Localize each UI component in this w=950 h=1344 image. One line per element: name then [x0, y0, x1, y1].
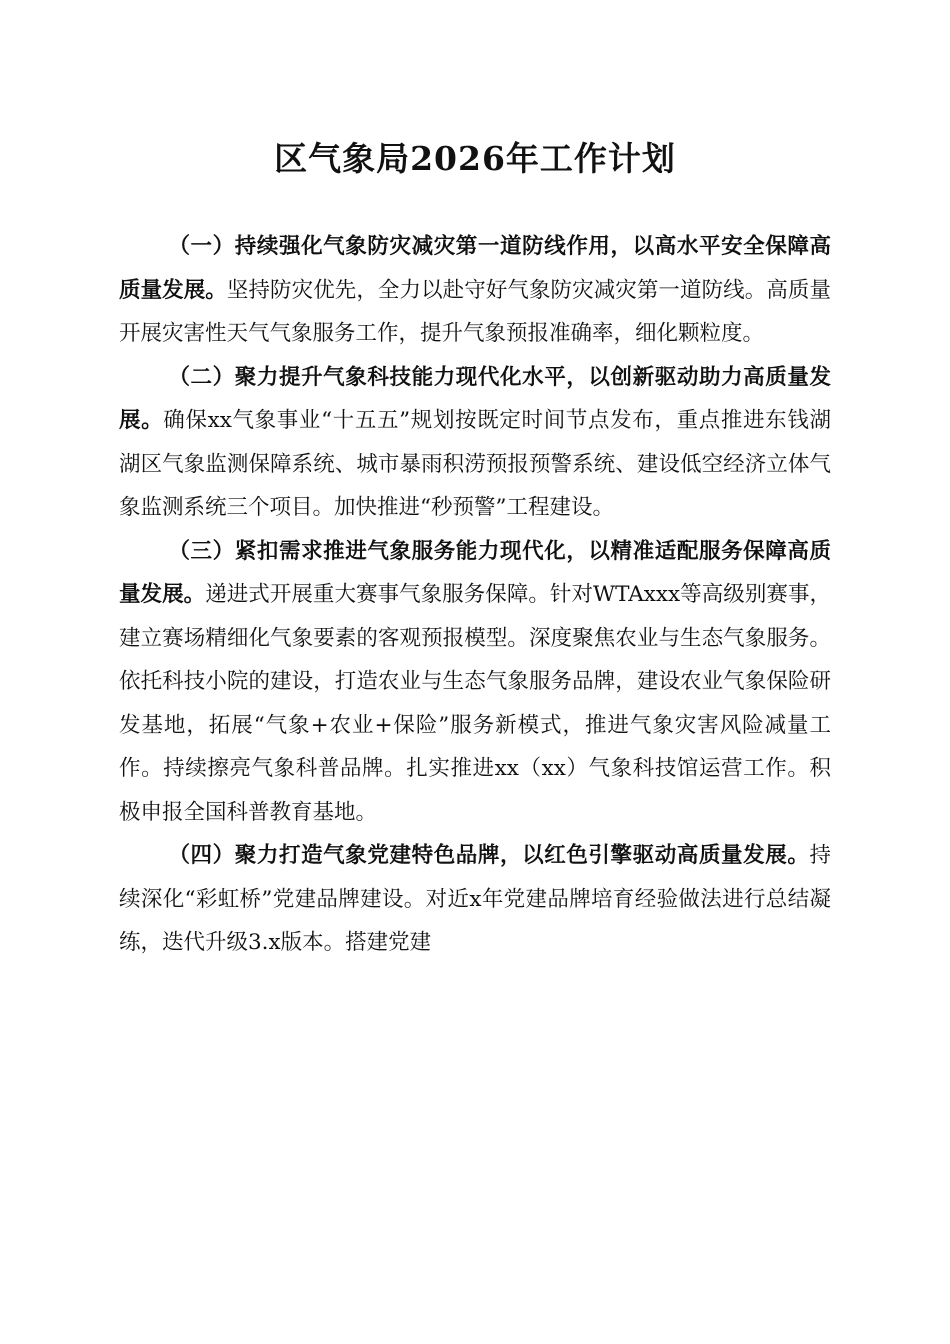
document-body [119, 225, 831, 965]
paragraph-text: 持续深化“彩虹桥”党建品牌建设。对近x年党建品牌培育经验做法进行总结凝练，迭代升级3.x版本。搭建党建 [119, 843, 831, 955]
paragraph-text: 递进式开展重大赛事气象服务保障。针对WTAxxx等高级别赛事，建立赛场精细化气象要素的客观预报模型。深度聚焦农业与生态气象服务。依托科技小院的建设，打造农业与生态气象服务品牌，建设农业气象保险研发基地，拓展“气象+农业+保险”服务新模式，推进气象灾害风险减量工作。持续擦亮气象科普品牌。扎实推进xx（xx）气象科技馆运营工作。积极申报全国科普教育基地。 [119, 582, 831, 825]
paragraph-1 [119, 225, 831, 356]
paragraph-3 [119, 530, 831, 835]
document-title: 区气象局2026年工作计划 [274, 139, 676, 178]
paragraph-heading: （一）持续强化气象防灾减灾第一道防线作用，以高水平安全保障高质量发展。 [119, 234, 831, 303]
paragraph-text: 坚持防灾优先，全力以赴守好气象防灾减灾第一道防线。高质量开展灾害性天气气象服务工作，提升气象预报准确率，细化颗粒度。 [119, 277, 831, 346]
paragraph-heading: （三）紧扣需求推进气象服务能力现代化，以精准适配服务保障高质量发展。 [119, 538, 831, 607]
paragraph-heading: （四）聚力打造气象党建特色品牌，以红色引擎驱动高质量发展。 [168, 843, 810, 868]
paragraph-4 [119, 834, 831, 965]
paragraph-heading: （二）聚力提升气象科技能力现代化水平，以创新驱动助力高质量发展。 [119, 364, 831, 433]
paragraph-text: 确保xx气象事业“十五五”规划按既定时间节点发布，重点推进东钱湖湖区气象监测保障系统、城市暴雨积涝预报预警系统、建设低空经济立体气象监测系统三个项目。加快推进“秒预警”工程建设。 [119, 408, 831, 520]
paragraph-2 [119, 356, 831, 530]
